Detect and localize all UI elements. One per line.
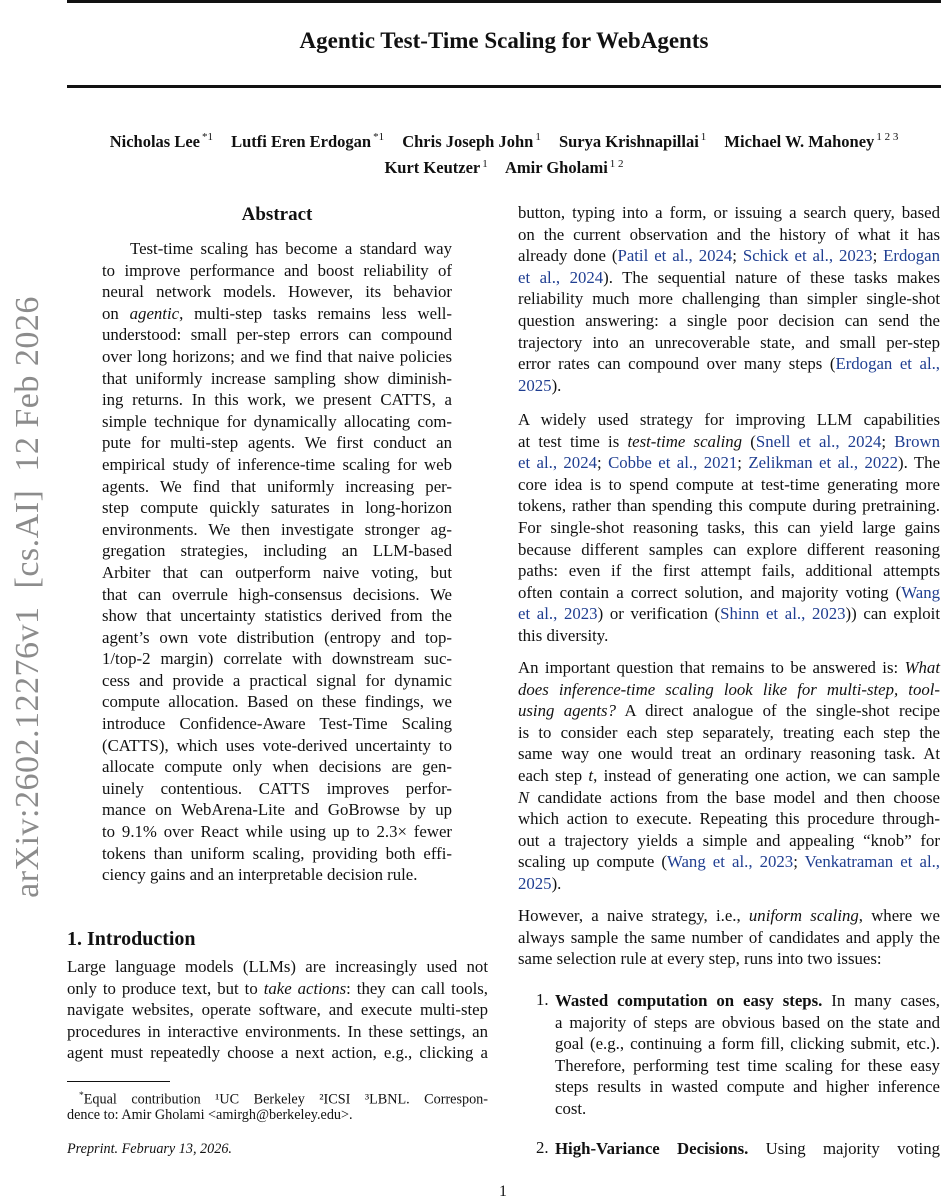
top-rule bbox=[67, 0, 941, 3]
text-run: scaling up compute ( bbox=[518, 852, 667, 872]
text-run: only to produce text, but to bbox=[67, 978, 264, 998]
text-line: Arbiter that can outperform naive voting, but bbox=[102, 562, 452, 582]
text-line: step compute quickly saturates in long-horizon bbox=[102, 498, 452, 518]
text-run: ; bbox=[737, 453, 749, 473]
text-line bbox=[518, 905, 940, 927]
text-line bbox=[518, 873, 940, 895]
arxiv-stamp: arXiv:2602.12276v1 [cs.AI] 12 Feb 2026 bbox=[9, 296, 46, 898]
author: Amir Gholami $^{1 2}$ bbox=[504, 157, 624, 177]
text-line: (CATTS), which uses vote-derived uncertainty to bbox=[102, 735, 452, 755]
italic-text: agentic bbox=[129, 303, 180, 323]
intro-paragraph-3 bbox=[518, 657, 940, 895]
text-run: , multi-step tasks remains less well- bbox=[179, 303, 452, 323]
author: Nicholas Lee $^{*1}$ bbox=[109, 131, 213, 151]
text-run: A direct analogue of the single-shot recipe bbox=[615, 701, 940, 721]
text-run: error rates can compound over many steps ( bbox=[518, 354, 836, 374]
text-line bbox=[518, 765, 940, 787]
text-line bbox=[518, 582, 940, 604]
citation-link[interactable]: Erdogan et al., bbox=[835, 354, 940, 374]
footnote-rule bbox=[67, 1081, 170, 1082]
text-run: ; bbox=[732, 246, 743, 266]
intro-paragraph-1 bbox=[67, 956, 488, 1064]
citation-link[interactable]: Brown bbox=[894, 431, 940, 451]
intro-paragraph-2 bbox=[518, 409, 940, 647]
paper-title: Agentic Test-Time Scaling for WebAgents bbox=[299, 28, 709, 53]
text-line bbox=[555, 990, 940, 1012]
preprint-date: Preprint. February 13, 2026. bbox=[67, 1141, 232, 1157]
text-line: empirical study of inference-time scaling for web bbox=[102, 454, 452, 474]
text-line: cost. bbox=[555, 1098, 587, 1118]
page-number: 1 bbox=[499, 1183, 507, 1200]
text-run: ). The bbox=[898, 453, 941, 473]
citation-link[interactable]: Snell et al., 2024 bbox=[755, 431, 882, 451]
text-line: steps results in wasted compute and higher inference bbox=[555, 1077, 940, 1097]
text-line: tokens, rather than spending this compute during pretraining. bbox=[518, 496, 940, 516]
text-line bbox=[518, 375, 940, 397]
text-line: button, typing into a form, or issuing a search query, based bbox=[518, 203, 940, 222]
text-run: Using majority voting bbox=[748, 1139, 940, 1158]
author: Kurt Keutzer $^1$ bbox=[384, 157, 488, 177]
text-line: For single-shot reasoning tasks, this can yield large gains bbox=[518, 517, 940, 537]
text-run: An important question that remains to be answered is: bbox=[518, 658, 905, 677]
citation-link[interactable]: Shinn et al., 2023 bbox=[720, 604, 846, 624]
text-line: question answering: a single poor decision can send the bbox=[518, 310, 940, 330]
text-line: goal (e.g., continuing a form fill, clicking submit, etc.). bbox=[555, 1034, 940, 1054]
text-line: to improve performance and boost reliability of bbox=[102, 260, 452, 280]
text-line: 1/top-2 margin) correlate with downstream suc- bbox=[102, 649, 452, 669]
author: Surya Krishnapillai $^1$ bbox=[558, 131, 707, 151]
text-run: on bbox=[102, 303, 130, 323]
text-line bbox=[518, 657, 940, 679]
citation-link[interactable]: et al., 2024 bbox=[518, 267, 604, 287]
text-run: , where we bbox=[858, 906, 940, 925]
citation-link[interactable]: Cobbe et al., 2021 bbox=[608, 453, 738, 473]
text-run: ( bbox=[742, 431, 756, 451]
intro-paragraph-1-cont bbox=[518, 202, 940, 396]
citation-link[interactable]: Zelikman et al., 2022 bbox=[748, 453, 899, 473]
text-line: paths: even if the first attempt fails, additional attempts bbox=[518, 561, 940, 581]
intro-paragraph-4 bbox=[518, 905, 940, 970]
text-line: uinely contentious. CATTS improves perfor- bbox=[102, 778, 452, 798]
text-run: ). bbox=[551, 873, 562, 893]
text-line: always sample the same number of candidates and apply the bbox=[518, 927, 940, 947]
text-line: same way one would treat an ordinary reasoning task. At bbox=[518, 744, 940, 764]
text-line: a majority of steps are obvious based on the state and bbox=[555, 1012, 940, 1032]
text-line: neural network models. However, its behavior bbox=[102, 282, 452, 302]
author: Michael W. Mahoney $^{1 2 3}$ bbox=[724, 131, 899, 151]
citation-link[interactable]: et al., 2024 bbox=[518, 453, 597, 473]
bold-text: High-Variance Decisions. bbox=[555, 1139, 749, 1158]
italic-text: take actions bbox=[263, 978, 347, 998]
text-run: : they can call tools, bbox=[346, 978, 488, 998]
text-line: environments. We then investigate stronger ag- bbox=[102, 519, 452, 539]
text-line: A widely used strategy for improving LLM capabilities bbox=[518, 410, 940, 429]
citation-link[interactable]: 2025 bbox=[518, 375, 552, 395]
text-run: often contain a correct solution, and majority voting ( bbox=[518, 582, 902, 602]
abstract-paragraph bbox=[102, 238, 452, 886]
text-run: ; bbox=[881, 431, 895, 451]
text-run: already done ( bbox=[518, 246, 618, 266]
text-run: )) can exploit bbox=[845, 604, 940, 624]
list-number: 1. bbox=[536, 990, 549, 1009]
italic-text: uniform scaling bbox=[748, 906, 859, 925]
italic-text: N bbox=[518, 787, 530, 807]
text-run: at test time is bbox=[518, 431, 628, 451]
text-line: which action to execute. Repeating this procedure through- bbox=[518, 809, 940, 829]
italic-text: using agents? bbox=[518, 701, 616, 721]
text-run: ). bbox=[551, 375, 562, 395]
author: Chris Joseph John $^1$ bbox=[402, 131, 541, 151]
author: Lutfi Eren Erdogan $^{*1}$ bbox=[231, 131, 385, 151]
text-line: mance on WebArena-Lite and GoBrowse by up bbox=[102, 800, 452, 820]
text-line: that can overrule high-consensus decisions. We bbox=[102, 584, 452, 604]
text-line: over long horizons; and we find that naive policies bbox=[102, 346, 452, 366]
text-line: agents. We find that uniformly increasing per- bbox=[102, 476, 452, 496]
citation-link[interactable]: Schick et al., 2023 bbox=[742, 246, 873, 266]
footnote: *Equal contribution ¹UC Berkeley ²ICSI ³LBNL. Correspon- dence to: Amir Gholami <amirgh@berkeley.edu>. bbox=[67, 1091, 488, 1123]
text-line: because different samples can explore different reasoning bbox=[518, 539, 940, 559]
text-line bbox=[67, 978, 488, 1000]
author-list bbox=[67, 126, 941, 179]
text-line: understood: small per-step errors can compound bbox=[102, 325, 452, 345]
text-line bbox=[518, 700, 940, 722]
text-line: compute allocation. Based on these findings, we bbox=[102, 692, 452, 712]
text-line: this diversity. bbox=[518, 625, 609, 645]
text-line bbox=[102, 303, 452, 325]
text-line bbox=[518, 353, 940, 375]
bold-text: Wasted computation on easy steps. bbox=[555, 991, 823, 1010]
text-line: allocate compute only when decisions are gen- bbox=[102, 757, 452, 777]
text-line: ciency gains and an interpretable decision rule. bbox=[102, 865, 418, 885]
text-line: pute for multi-step agents. We first conduct an bbox=[102, 433, 452, 453]
text-line: agent must repeatedly choose a next action, e.g., clicking a bbox=[67, 1043, 488, 1063]
text-run: ; bbox=[872, 246, 884, 266]
text-line: navigate websites, operate software, and execute multi-step bbox=[67, 1000, 488, 1020]
citation-link[interactable]: 2025 bbox=[518, 873, 552, 893]
italic-text: What bbox=[904, 658, 940, 677]
text-line: Test-time scaling has become a standard way bbox=[130, 239, 452, 258]
text-line: on the current observation and the history of what it has bbox=[518, 224, 940, 244]
text-line: agent’s own vote distribution (entropy and top- bbox=[102, 627, 452, 647]
text-line bbox=[555, 1138, 940, 1160]
text-run: ; bbox=[793, 852, 805, 872]
text-line bbox=[518, 603, 940, 625]
text-line: tokens than uniform scaling, providing both effi- bbox=[102, 843, 452, 863]
text-line: cess and provide a practical signal for dynamic bbox=[102, 670, 452, 690]
italic-text: t bbox=[588, 765, 594, 785]
text-line bbox=[518, 679, 940, 701]
citation-link[interactable]: Erdogan bbox=[883, 246, 941, 266]
list-item-wasted-computation bbox=[555, 990, 940, 1120]
text-line bbox=[518, 851, 940, 873]
text-line: core idea is to spend compute at test-time generating more bbox=[518, 474, 940, 494]
text-line: Large language models (LLMs) are increasingly used not bbox=[67, 957, 488, 976]
text-run: ). The sequential nature of these tasks makes bbox=[603, 267, 940, 287]
text-line: trajectory into an unrecoverable state, and small per-step bbox=[518, 332, 940, 352]
text-line: that uniformly increase sampling show diminish- bbox=[102, 368, 452, 388]
text-line bbox=[518, 431, 940, 453]
list-item-high-variance bbox=[555, 1138, 940, 1160]
text-line: reliability much more challenging than simpler single-shot bbox=[518, 289, 940, 309]
text-run: ) or verification ( bbox=[597, 604, 721, 624]
text-line: to 9.1% over React while using up to 2.3× fewer bbox=[102, 822, 452, 842]
text-line: is to consider each step separately, treating each step the bbox=[518, 722, 940, 742]
text-line: Therefore, performing test time scaling for these easy bbox=[555, 1055, 940, 1075]
text-run: , instead of generating one action, we can sample bbox=[593, 765, 940, 785]
text-line bbox=[518, 452, 940, 474]
text-line: same selection rule at every step, runs into two issues: bbox=[518, 949, 882, 969]
text-run: candidate actions from the base model and then choose bbox=[529, 787, 940, 807]
text-line bbox=[518, 245, 940, 267]
italic-text: test-time scaling bbox=[627, 431, 743, 451]
citation-link[interactable]: Wang bbox=[901, 582, 940, 602]
abstract-heading: Abstract bbox=[241, 204, 313, 225]
text-line: ing returns. In this work, we present CATTS, a bbox=[102, 390, 452, 410]
text-line: introduce Confidence-Aware Test-Time Scaling bbox=[102, 714, 452, 734]
italic-text: does inference-time scaling look like for multi-step, tool- bbox=[518, 679, 940, 699]
text-run: ; bbox=[596, 453, 609, 473]
text-line bbox=[518, 267, 940, 289]
section-heading-introduction: 1. Introduction bbox=[67, 928, 196, 950]
citation-link[interactable]: et al., 2023 bbox=[518, 604, 598, 624]
text-run: However, a naive strategy, i.e., bbox=[518, 906, 749, 925]
text-line: simple technique for dynamically allocating com- bbox=[102, 411, 452, 431]
text-run: each step bbox=[518, 765, 589, 785]
citation-link[interactable]: Patil et al., 2024 bbox=[617, 246, 733, 266]
text-line: out a trajectory yields a simple and appealing “knob” for bbox=[518, 830, 940, 850]
text-run: In many cases, bbox=[822, 991, 940, 1010]
list-number: 2. bbox=[536, 1138, 549, 1157]
text-line: procedures in interactive environments. In these settings, an bbox=[67, 1021, 488, 1041]
citation-link[interactable]: Venkatraman et al., bbox=[804, 852, 940, 872]
text-line bbox=[518, 787, 940, 809]
text-line: show that uncertainty statistics derived from the bbox=[102, 606, 452, 626]
text-line: gregation strategies, including an LLM-based bbox=[102, 541, 452, 561]
citation-link[interactable]: Wang et al., 2023 bbox=[666, 852, 794, 872]
title-rule bbox=[67, 85, 941, 88]
